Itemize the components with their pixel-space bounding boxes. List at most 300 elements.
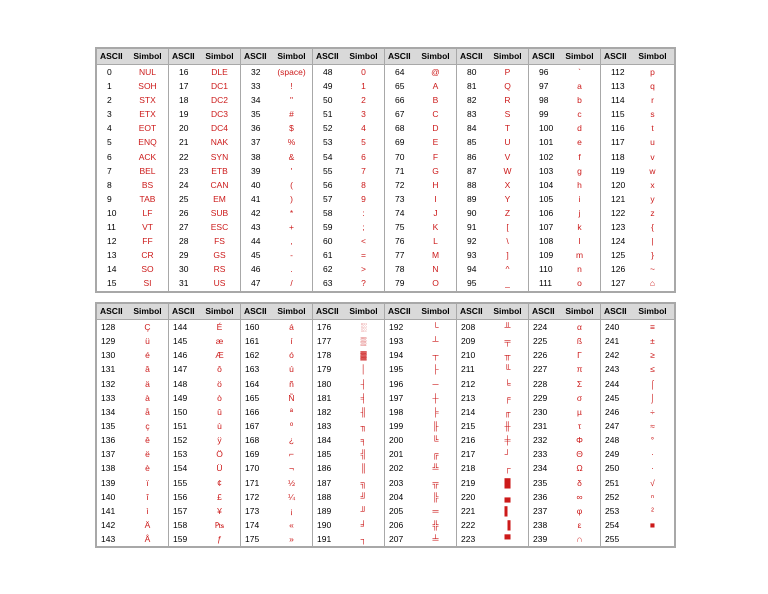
header-ascii: ASCII: [604, 306, 627, 316]
ascii-code: 126: [611, 264, 626, 275]
table-row: [313, 150, 384, 164]
table-row: [601, 377, 674, 391]
table-row: [97, 447, 168, 461]
ascii-code: 9: [107, 193, 112, 204]
ascii-code: 28: [179, 236, 189, 247]
table-row: [169, 164, 240, 178]
ascii-symbol: ─: [432, 378, 439, 389]
column-group: [529, 49, 601, 291]
table-row: [313, 135, 384, 149]
ascii-symbol: á: [289, 322, 294, 332]
ascii-code: 252: [605, 491, 620, 502]
table-row: [601, 107, 674, 121]
table-row: [457, 532, 528, 546]
header-symbol: Simbol: [421, 51, 450, 61]
table-row: [601, 220, 674, 234]
table-row: [97, 518, 168, 532]
ascii-code: 121: [611, 193, 626, 204]
table-row: [97, 79, 168, 93]
ascii-code: 213: [461, 392, 476, 403]
ascii-code: 76: [395, 236, 405, 247]
table-row: [601, 192, 674, 206]
ascii-code: 222: [461, 519, 476, 530]
table-row: [601, 504, 674, 518]
ascii-code: 215: [461, 420, 476, 431]
ascii-symbol: EM: [213, 193, 226, 204]
table-row: [385, 107, 456, 121]
ascii-code: 106: [539, 207, 554, 218]
ascii-symbol: =: [361, 250, 366, 261]
ascii-symbol: ╗: [360, 477, 367, 488]
ascii-symbol: ╫: [504, 420, 511, 431]
ascii-code: 141: [101, 505, 116, 516]
ascii-code: 47: [251, 278, 261, 289]
table-row: [241, 419, 312, 433]
table-row: [385, 490, 456, 504]
table-row: [385, 276, 456, 290]
ascii-symbol: z: [650, 207, 655, 218]
table-row: [97, 135, 168, 149]
ascii-symbol: ⌠: [649, 378, 656, 389]
table-row: [241, 405, 312, 419]
table-row: [241, 248, 312, 262]
ascii-symbol: TAB: [139, 193, 156, 204]
column-header: [529, 49, 600, 65]
table-row: [457, 320, 528, 334]
ascii-code: 160: [245, 322, 260, 332]
ascii-code: 194: [389, 350, 404, 361]
table-row: [529, 504, 600, 518]
table-row: [601, 320, 674, 334]
ascii-code: 6: [107, 151, 112, 162]
table-row: [241, 447, 312, 461]
table-row: [385, 405, 456, 419]
ascii-code: 173: [245, 505, 260, 516]
header-ascii: ASCII: [172, 306, 195, 316]
column-header: [457, 49, 528, 65]
ascii-code: 176: [317, 322, 332, 332]
table-row: [169, 504, 240, 518]
ascii-code: 14: [107, 264, 117, 275]
ascii-symbol: N: [432, 264, 439, 275]
ascii-code: 43: [251, 222, 261, 233]
ascii-symbol: └: [432, 322, 439, 332]
table-row: [169, 320, 240, 334]
table-row: [529, 178, 600, 192]
ascii-symbol: ½: [287, 477, 296, 488]
table-row: [241, 178, 312, 192]
table-row: [529, 362, 600, 376]
ascii-code: 161: [245, 336, 260, 347]
header-ascii: ASCII: [388, 306, 411, 316]
ascii-table-128-255: [95, 302, 676, 548]
ascii-code: 113: [611, 81, 625, 92]
ascii-symbol: ò: [217, 392, 222, 403]
ascii-code: 193: [389, 336, 404, 347]
header-ascii: ASCII: [460, 51, 483, 61]
table-row: [169, 476, 240, 490]
ascii-symbol: j: [578, 207, 581, 218]
ascii-symbol: ╕: [360, 435, 367, 446]
table-row: [97, 377, 168, 391]
table-row: [601, 518, 674, 532]
ascii-code: 255: [605, 534, 620, 545]
ascii-symbol: ": [289, 95, 294, 106]
ascii-code: 38: [251, 151, 261, 162]
ascii-symbol: ├: [432, 364, 439, 375]
table-row: [457, 447, 528, 461]
table-row: [169, 206, 240, 220]
ascii-symbol: !: [290, 81, 293, 92]
ascii-symbol: v: [650, 151, 655, 162]
ascii-symbol: »: [289, 534, 294, 545]
ascii-code: 208: [461, 322, 476, 332]
table-row: [529, 348, 600, 362]
ascii-code: 57: [323, 193, 333, 204]
ascii-code: 166: [245, 406, 260, 417]
ascii-code: 234: [533, 463, 548, 474]
table-row: [385, 150, 456, 164]
header-ascii: ASCII: [100, 51, 123, 61]
ascii-code: 0: [107, 67, 112, 77]
ascii-code: 42: [251, 207, 261, 218]
table-row: [529, 262, 600, 276]
column-header: [385, 49, 456, 65]
table-row: [241, 192, 312, 206]
table-row: [457, 192, 528, 206]
ascii-symbol: σ: [576, 392, 583, 403]
ascii-code: 158: [173, 519, 188, 530]
table-row: [601, 405, 674, 419]
table-row: [169, 391, 240, 405]
column-header: [601, 304, 674, 320]
ascii-symbol: A: [432, 81, 439, 92]
table-row: [169, 362, 240, 376]
ascii-code: 12: [107, 236, 117, 247]
table-row: [529, 532, 600, 546]
ascii-symbol: é: [145, 350, 150, 361]
table-row: [385, 362, 456, 376]
ascii-code: 22: [179, 151, 189, 162]
ascii-code: 235: [533, 477, 548, 488]
column-group: [313, 304, 385, 546]
table-row: [169, 490, 240, 504]
ascii-symbol: ∩: [576, 534, 583, 545]
ascii-code: 45: [251, 250, 261, 261]
ascii-symbol: ]: [506, 250, 509, 261]
ascii-symbol: µ: [577, 406, 582, 417]
ascii-symbol: ε: [577, 519, 582, 530]
ascii-symbol: NAK: [210, 137, 229, 148]
ascii-symbol: V: [504, 151, 511, 162]
ascii-code: 142: [101, 519, 116, 530]
ascii-code: 23: [179, 165, 189, 176]
table-row: [313, 234, 384, 248]
ascii-code: 224: [533, 322, 548, 332]
ascii-symbol: a: [577, 81, 582, 92]
table-row: [97, 433, 168, 447]
ascii-symbol: ê: [145, 435, 150, 446]
ascii-code: 153: [173, 449, 188, 460]
ascii-code: 192: [389, 322, 404, 332]
ascii-code: 212: [461, 378, 476, 389]
ascii-code: 223: [461, 534, 476, 545]
ascii-symbol: å: [145, 406, 150, 417]
ascii-symbol: R: [504, 95, 511, 106]
ascii-code: 226: [533, 350, 548, 361]
table-row: [457, 461, 528, 475]
ascii-symbol: M: [431, 250, 440, 261]
ascii-code: 246: [605, 406, 620, 417]
table-row: [457, 276, 528, 290]
table-row: [97, 220, 168, 234]
ascii-code: 227: [533, 364, 548, 375]
table-row: [97, 150, 168, 164]
table-row: [241, 164, 312, 178]
ascii-code: 131: [101, 364, 116, 375]
column-header: [457, 304, 528, 320]
table-row: [313, 490, 384, 504]
table-row: [313, 320, 384, 334]
ascii-symbol: w: [649, 165, 656, 176]
ascii-symbol: >: [361, 264, 366, 275]
table-row: [241, 476, 312, 490]
header-ascii: ASCII: [316, 306, 339, 316]
ascii-symbol: (space): [277, 67, 306, 77]
ascii-symbol: æ: [215, 336, 224, 347]
table-row: [169, 276, 240, 290]
table-row: [529, 433, 600, 447]
ascii-code: 101: [539, 137, 554, 148]
ascii-symbol: √: [650, 477, 655, 488]
table-row: [169, 220, 240, 234]
ascii-symbol: d: [577, 123, 582, 134]
table-row: [241, 348, 312, 362]
ascii-code: 138: [101, 463, 116, 474]
header-ascii: ASCII: [100, 306, 123, 316]
ascii-symbol: ∙: [651, 449, 654, 460]
ascii-code: 46: [251, 264, 261, 275]
ascii-symbol: <: [361, 236, 366, 247]
ascii-symbol: 6: [361, 151, 366, 162]
ascii-symbol: *: [289, 207, 294, 218]
table-row: [529, 248, 600, 262]
table-row: [241, 107, 312, 121]
ascii-code: 156: [173, 491, 188, 502]
table-row: [313, 192, 384, 206]
ascii-symbol: ┌: [504, 463, 511, 474]
ascii-code: 200: [389, 435, 404, 446]
ascii-symbol: l: [578, 236, 581, 247]
table-row: [601, 164, 674, 178]
ascii-code: 244: [605, 378, 620, 389]
ascii-code: 51: [323, 109, 333, 120]
ascii-symbol: ╙: [504, 364, 511, 375]
table-row: [241, 391, 312, 405]
ascii-symbol: ^: [505, 264, 510, 275]
ascii-symbol: f: [578, 151, 581, 162]
ascii-symbol: ╥: [504, 350, 511, 361]
ascii-code: 17: [179, 81, 189, 92]
table-row: [385, 348, 456, 362]
ascii-code: 25: [179, 193, 189, 204]
table-row: [457, 248, 528, 262]
ascii-code: 210: [461, 350, 476, 361]
header-symbol: Simbol: [133, 306, 162, 316]
table-row: [241, 93, 312, 107]
ascii-code: 240: [605, 322, 620, 332]
table-row: [169, 461, 240, 475]
ascii-symbol: RS: [213, 264, 226, 275]
ascii-symbol: s: [650, 109, 655, 120]
ascii-symbol: ENQ: [138, 137, 157, 148]
ascii-code: 179: [317, 364, 332, 375]
table-row: [529, 447, 600, 461]
ascii-code: 163: [245, 364, 260, 375]
table-row: [97, 461, 168, 475]
ascii-code: 218: [461, 463, 476, 474]
ascii-symbol: :: [362, 207, 365, 218]
ascii-symbol: ╢: [360, 406, 367, 417]
ascii-code: 98: [539, 95, 549, 106]
ascii-code: 150: [173, 406, 188, 417]
column-group: [601, 49, 674, 291]
ascii-code: 52: [323, 123, 333, 134]
ascii-symbol: ~: [650, 264, 655, 275]
ascii-code: 20: [179, 123, 189, 134]
ascii-code: 53: [323, 137, 333, 148]
table-row: [385, 192, 456, 206]
table-row: [385, 164, 456, 178]
ascii-symbol: ú: [289, 364, 294, 375]
ascii-symbol: ┬: [432, 350, 439, 361]
table-row: [313, 164, 384, 178]
ascii-symbol: STX: [139, 95, 156, 106]
header-symbol: Simbol: [565, 306, 594, 316]
ascii-code: 93: [467, 250, 477, 261]
ascii-symbol: SYN: [210, 151, 229, 162]
table-row: [529, 220, 600, 234]
ascii-symbol: ▄: [504, 491, 511, 502]
table-row: [97, 320, 168, 334]
ascii-symbol: î: [146, 491, 149, 502]
column-group: [169, 49, 241, 291]
table-row: [529, 135, 600, 149]
ascii-code: 108: [539, 236, 554, 247]
ascii-code: 3: [107, 109, 112, 120]
ascii-code: 220: [461, 491, 476, 502]
table-row: [169, 433, 240, 447]
table-row: [529, 206, 600, 220]
ascii-code: 152: [173, 435, 188, 446]
ascii-symbol: SUB: [210, 207, 229, 218]
ascii-code: 239: [533, 534, 548, 545]
table-row: [313, 248, 384, 262]
table-row: [457, 206, 528, 220]
ascii-code: 145: [173, 336, 188, 347]
ascii-symbol: $: [289, 123, 294, 134]
ascii-symbol: 4: [361, 123, 366, 134]
table-row: [97, 93, 168, 107]
table-row: [457, 135, 528, 149]
table-row: [313, 107, 384, 121]
table-row: [457, 150, 528, 164]
ascii-code: 205: [389, 505, 404, 516]
ascii-code: 83: [467, 109, 477, 120]
ascii-symbol: ┴: [432, 336, 439, 347]
ascii-code: 170: [245, 463, 260, 474]
table-row: [169, 419, 240, 433]
ascii-symbol: 7: [361, 165, 366, 176]
table-row: [97, 164, 168, 178]
ascii-symbol: ▓: [360, 350, 367, 361]
table-row: [529, 121, 600, 135]
ascii-code: 59: [323, 222, 333, 233]
table-row: [169, 178, 240, 192]
table-row: [457, 334, 528, 348]
ascii-symbol: ±: [650, 336, 655, 347]
column-group: [601, 304, 674, 546]
table-row: [529, 164, 600, 178]
ascii-symbol: NUL: [138, 67, 156, 77]
ascii-code: 96: [539, 67, 549, 77]
table-row: [385, 433, 456, 447]
table-row: [169, 234, 240, 248]
ascii-symbol: Ä: [144, 519, 151, 530]
column-header: [313, 304, 384, 320]
ascii-symbol: «: [289, 519, 294, 530]
column-header: [385, 304, 456, 320]
table-row: [385, 262, 456, 276]
table-row: [241, 362, 312, 376]
ascii-code: 230: [533, 406, 548, 417]
ascii-code: 110: [539, 264, 553, 275]
ascii-code: 16: [179, 67, 189, 77]
table-row: [601, 93, 674, 107]
ascii-code: 238: [533, 519, 548, 530]
table-row: [169, 150, 240, 164]
ascii-symbol: ñ: [289, 378, 294, 389]
ascii-symbol: ): [290, 193, 293, 204]
table-row: [313, 532, 384, 546]
ascii-symbol: ╖: [360, 420, 367, 431]
ascii-code: 128: [101, 322, 116, 332]
ascii-code: 1: [107, 81, 112, 92]
column-header: [241, 304, 312, 320]
table-row: [529, 234, 600, 248]
ascii-code: 124: [611, 236, 626, 247]
ascii-symbol: Ü: [216, 463, 223, 474]
ascii-code: 85: [467, 137, 477, 148]
ascii-symbol: c: [577, 109, 582, 120]
ascii-symbol: J: [433, 207, 438, 218]
ascii-symbol: ╪: [504, 435, 511, 446]
table-row: [529, 490, 600, 504]
ascii-code: 216: [461, 435, 476, 446]
ascii-code: 219: [461, 477, 476, 488]
table-row: [457, 504, 528, 518]
ascii-symbol: ETX: [139, 109, 156, 120]
ascii-code: 214: [461, 406, 476, 417]
ascii-symbol: BS: [141, 179, 154, 190]
ascii-symbol: DC4: [210, 123, 228, 134]
ascii-code: 86: [467, 151, 477, 162]
ascii-symbol: £: [217, 491, 222, 502]
ascii-symbol: ô: [217, 364, 222, 375]
ascii-code: 109: [539, 250, 554, 261]
table-row: [457, 164, 528, 178]
ascii-code: 198: [389, 406, 404, 417]
